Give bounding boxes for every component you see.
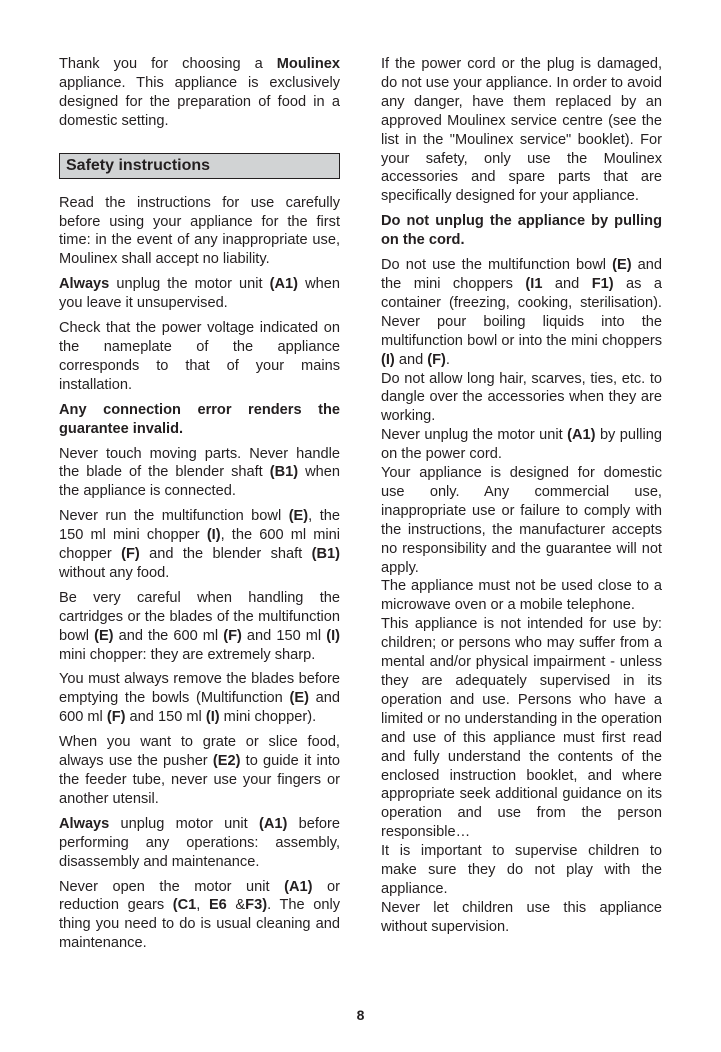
- paragraph: Never open the motor unit (A1) or reduction gears (C1, E6 &F3). The only thing you need to do is usual cleaning and maintenance.: [59, 878, 340, 952]
- page-number: 8: [356, 1007, 365, 1023]
- paragraph: Read the instructions for use carefully before using your appliance for the first time: in the event of any inappropriate use, Moulinex shall accept no liability.: [59, 194, 340, 268]
- paragraph: Your appliance is designed for domestic use only. Any commercial use, inappropriate use or failure to comply with the instructions, the manufacturer accepts no responsibility and the guarantee will not apply.: [381, 465, 662, 576]
- paragraph: Never touch moving parts. Never handle the blade of the blender shaft (B1) when the appliance is connected.: [59, 445, 340, 500]
- paragraph: When you want to grate or slice food, always use the pusher (E2) to guide it into the feeder tube, never use your fingers or another utensil.: [59, 734, 340, 807]
- brand-name: Moulinex: [276, 56, 340, 72]
- warning-paragraph: Do not unplug the appliance by pulling on the cord.: [381, 213, 662, 249]
- paragraph: The appliance must not be used close to a microwave oven or a mobile telephone.: [381, 578, 662, 614]
- paragraph: Always unplug the motor unit (A1) when you leave it unsupervised.: [59, 276, 340, 312]
- section-heading: Safety instructions: [59, 153, 340, 179]
- paragraph: Be very careful when handling the cartridges or the blades of the multifunction bowl (E) and the 600 ml (F) and 150 ml (I) mini chopper: they are extremely sharp.: [59, 589, 340, 663]
- paragraph: Do not use the multifunction bowl (E) and the mini choppers (I1 and F1) as a container (freezing, cooking, sterilisation). Never pour boiling liquids into the multifunction bowl or into the mini choppers (I) and (F).: [381, 257, 663, 368]
- paragraph: Never run the multifunction bowl (E), the 150 ml mini chopper (I), the 600 ml mini chopper (F) and the blender shaft (B1) without any food.: [59, 508, 341, 581]
- paragraph: Check that the power voltage indicated on the nameplate of the appliance corresponds to that of your mains installation.: [59, 320, 340, 393]
- paragraph: This appliance is not intended for use by: children; or persons who may suffer from a mental and/or physical impairment - unless they are adequately supervised in its operation and use. Persons who have a limited or no understanding in the operation and use of this appliance must first read and fully understand the contents of the enclosed instruction booklet, and where appropriate seek additional guidance on its operation and use from the person responsible…: [381, 616, 662, 841]
- paragraph: It is important to supervise children to make sure they do not play with the appliance.: [381, 843, 662, 897]
- paragraph: Never let children use this appliance without supervision.: [381, 899, 662, 935]
- paragraph: Do not allow long hair, scarves, ties, etc. to dangle over the accessories when they are working.: [381, 370, 662, 425]
- paragraph: Never unplug the motor unit (A1) by pulling on the power cord.: [381, 427, 662, 463]
- right-column: [381, 55, 662, 937]
- intro-paragraph: Thank you for choosing a Moulinex appliance. This appliance is exclusively designed for the preparation of food in a domestic setting.: [59, 56, 340, 129]
- warning-paragraph: Any connection error renders the guarantee invalid.: [59, 401, 340, 437]
- paragraph: You must always remove the blades before emptying the bowls (Multifunction (E) and 600 ml (F) and 150 ml (I) mini chopper).: [59, 671, 341, 726]
- paragraph: If the power cord or the plug is damaged, do not use your appliance. In order to avoid any danger, have them replaced by an approved Moulinex service centre (see the list in the "Moulinex service" booklet). For your safety, only use the Moulinex accessories and spare parts that are specifically designed for your appliance.: [381, 56, 662, 205]
- paragraph: Always unplug motor unit (A1) before performing any operations: assembly, disassembly and maintenance.: [59, 815, 340, 870]
- left-column: [59, 55, 340, 959]
